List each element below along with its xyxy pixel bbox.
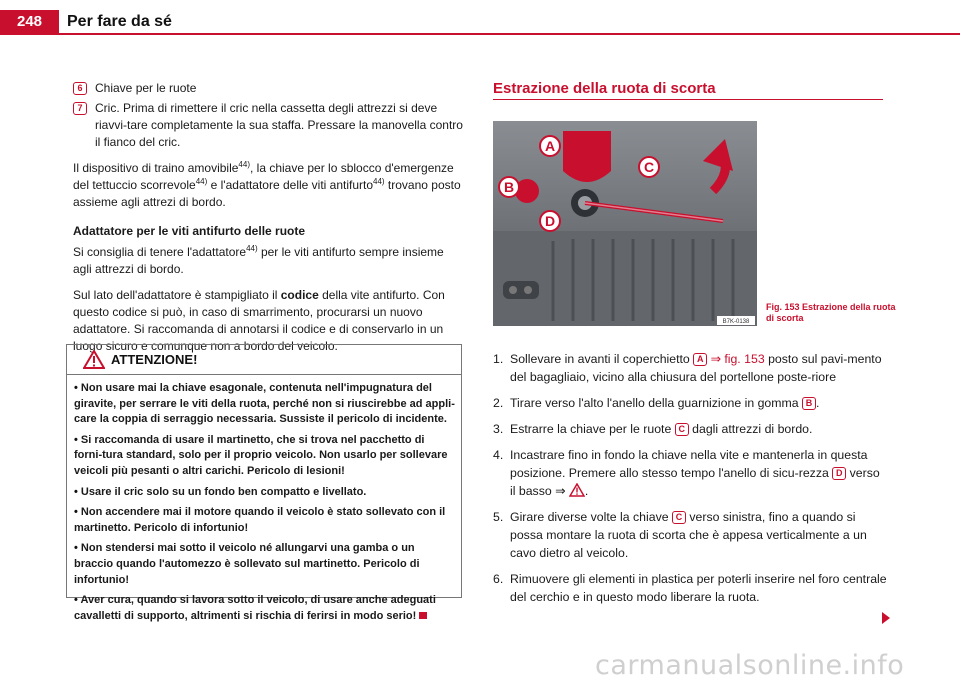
steps-list	[493, 350, 888, 614]
page-header	[0, 0, 960, 34]
warning-header	[67, 345, 461, 375]
ref-badge: A	[693, 353, 707, 366]
list-item: 2. Tirare verso l'alto l'anello della guarnizione in gomma B .	[493, 396, 820, 410]
list-item: 3. Estrarre la chiave per le ruote C dagli attrezzi di bordo.	[493, 422, 813, 436]
warning-bullet: • Non stendersi mai sotto il veicolo né allungarvi una gamba o un braccio quando l'automezzo è sollevato sul martinetto. Pericolo di infortunio!	[74, 542, 420, 586]
item-badge: 6	[73, 82, 87, 95]
header-rule	[0, 33, 960, 35]
figure-code: B7K-0138	[722, 319, 750, 325]
ref-badge: C	[672, 511, 686, 524]
legend-text: Chiave per le ruote	[95, 81, 197, 95]
figure-illustration	[493, 121, 757, 326]
end-mark-icon	[419, 612, 427, 619]
page-title: Per fare da sé	[67, 13, 172, 30]
subheading: Adattatore per le viti antifurto delle ruote	[73, 224, 306, 238]
warning-body	[67, 375, 461, 624]
warning-bullet: • Non usare mai la chiave esagonale, contenuta nell'impugnatura del giravite, per serrare le viti della ruota, perché non si riuscirebbe ad appli-care la coppia di serraggio necessaria. Sussiste il pericolo di incidente.	[74, 382, 455, 426]
watermark: carmanualsonline.info	[595, 650, 905, 679]
legend-item	[73, 100, 463, 151]
figure-label-a: A	[544, 138, 556, 154]
warning-box	[66, 344, 462, 622]
legend-item	[73, 80, 463, 97]
next-page-arrow-icon[interactable]	[882, 612, 890, 624]
figure-label-c: C	[643, 159, 655, 175]
section-title: Estrazione della ruota di scorta	[493, 80, 716, 97]
warning-triangle-icon	[83, 350, 105, 369]
warning-bullet: • Non accendere mai il motore quando il veicolo è stato sollevato con il martinetto. Pericolo di infortunio!	[74, 506, 446, 534]
warning-ref-icon[interactable]	[569, 483, 585, 497]
item-badge: 7	[73, 102, 87, 115]
warning-title: ATTENZIONE!	[111, 352, 198, 367]
ref-badge: C	[675, 423, 689, 436]
legend-text: Cric. Prima di rimettere il cric nella cassetta degli attrezzi si deve riavvi-tare completamente la sua staffa. Pressare la manovella contro il fianco del cric.	[95, 101, 463, 149]
warning-bullet: • Aver cura, quando si lavora sotto il veicolo, di usare anche adeguati cavalletti di supporto, altrimenti si rischia di ferirsi in modo serio!	[74, 594, 436, 622]
figure-label-b: B	[503, 179, 515, 195]
figure-label-d: D	[544, 213, 556, 229]
warning-bullet: • Usare il cric solo su un fondo ben compatto e livellato.	[74, 485, 367, 498]
paragraph-code: Sul lato dell'adattatore è stampigliato il codice della vite antifurto. Con questo codice si può, in caso di smarrimento, procurarsi un nuovo adattatore. Si raccomanda di annotarsi il codice e di conservarlo in un luogo sicuro e comunque non a bordo del veicolo.	[73, 288, 445, 353]
list-item: 4. Incastrare fino in fondo la chiave nella vite e mantenerla in questa posizione. Premere allo stesso tempo l'anello di sicu-rezza D verso il basso ⇒ .	[493, 448, 880, 498]
ref-badge: D	[832, 467, 846, 480]
ref-badge: B	[802, 397, 816, 410]
paragraph-adapter: Si consiglia di tenere l'adattatore$^{44)}$ per le viti antifurto sempre insieme agli attrezzi di bordo.	[73, 244, 444, 276]
figure-spare-wheel	[493, 121, 757, 326]
list-item: 1. Sollevare in avanti il coperchietto A ⇒ fig. 153 posto sul pavi-mento del bagagliaio, vicino alla chiusura del portellone poste-riore	[493, 352, 882, 384]
page-number: 248	[0, 10, 59, 34]
list-item: 5. Girare diverse volte la chiave C verso sinistra, fino a quando si possa montare la ruota di scorta che è appesa verticalmente a un cavo dietro al veicolo.	[493, 510, 867, 560]
section-rule	[493, 99, 883, 100]
figure-link[interactable]: ⇒ fig. 153	[707, 352, 765, 366]
warning-bullet: • Si raccomanda di usare il martinetto, che si trova nel pacchetto di forni-tura standard, solo per il proprio veicolo. Non usarlo per sollevare veicoli più pesanti o altri carichi. Pericolo di lesioni!	[74, 433, 448, 477]
paragraph-tools: Il dispositivo di traino amovibile$^{44)}$, la chiave per lo sblocco d'emergenze del tettuccio scorrevole$^{44)}$ e l'adattatore delle viti antifurto$^{44)}$ trovano posto assieme agli attrezi di bordo.	[73, 160, 461, 209]
list-item: 6. Rimuovere gli elementi in plastica per poterli inserire nel foro centrale del cerchio e in questo modo liberare la ruota.	[493, 572, 887, 604]
left-column	[73, 80, 463, 355]
figure-caption: Fig. 153 Estrazione della ruota di scorta	[766, 302, 896, 323]
